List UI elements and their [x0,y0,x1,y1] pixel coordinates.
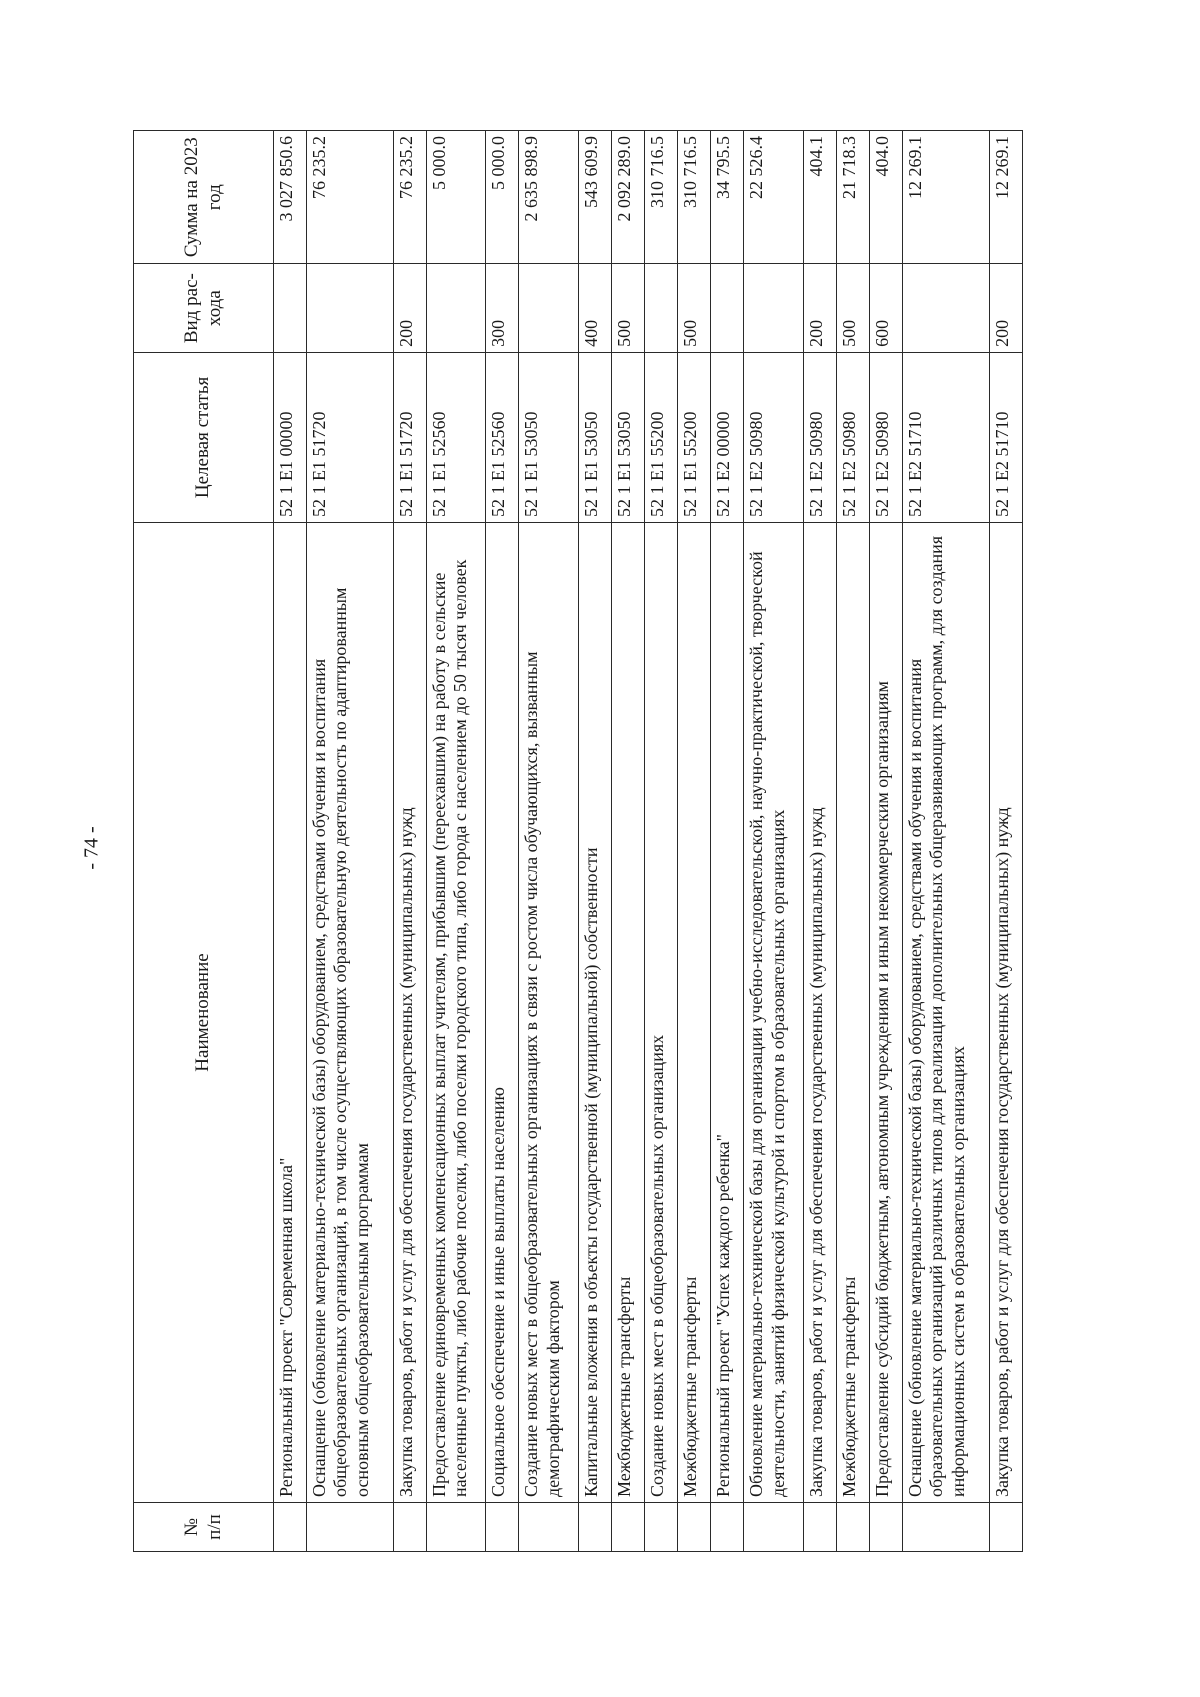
cell-name: Региональный проект "Успех каждого ребенка" [711,523,744,1503]
cell-kind: 400 [579,264,612,352]
cell-kind: 500 [678,264,711,352]
cell-kind [645,264,678,352]
cell-code: 52 1 E1 51720 [307,352,394,522]
cell-sum: 2 092 289.0 [612,131,645,264]
table-row [645,131,678,1552]
table-row [989,131,1022,1552]
cell-kind: 500 [837,264,870,352]
cell-name: Оснащение (обновление материально-технической базы) оборудованием, средствами обучения и воспитания общеобразовательных организаций, в том числе осуществляющих образовательную деятельность по адаптированным основным общеобразовательным программам [307,523,394,1503]
cell-sum: 76 235.2 [393,131,426,264]
table-row [870,131,903,1552]
cell-code: 52 1 E2 51710 [903,352,990,522]
cell-sum: 34 795.5 [711,131,744,264]
cell-code: 52 1 E1 53050 [612,352,645,522]
cell-num [645,1503,678,1552]
table-header [134,131,274,1552]
cell-num [519,1503,579,1552]
cell-num [989,1503,1022,1552]
rotated-table-area [133,130,1023,1552]
cell-name: Создание новых мест в общеобразовательных организациях в связи с ростом числа обучающихся, вызванным демографическим фактором [519,523,579,1503]
cell-kind [519,264,579,352]
cell-sum: 12 269.1 [903,131,990,264]
budget-table [133,130,1023,1552]
cell-code: 52 1 E1 51720 [393,352,426,522]
table-body [274,131,1023,1552]
cell-num [837,1503,870,1552]
table-row [519,131,579,1552]
cell-sum: 5 000.0 [426,131,486,264]
cell-num [486,1503,519,1552]
table-row [903,131,990,1552]
cell-code: 52 1 E1 52560 [486,352,519,522]
cell-name: Закупка товаров, работ и услуг для обеспечения государственных (муниципальных) нужд [393,523,426,1503]
cell-code: 52 1 E1 55200 [645,352,678,522]
cell-code: 52 1 E2 50980 [804,352,837,522]
table-row [307,131,394,1552]
cell-num [612,1503,645,1552]
table-row [744,131,804,1552]
cell-num [579,1503,612,1552]
header-name: Наименование [134,523,274,1503]
cell-code: 52 1 E2 50980 [744,352,804,522]
cell-name: Предоставление субсидий бюджетным, автономным учреждениям и иным некоммерческим организациям [870,523,903,1503]
table-row [612,131,645,1552]
cell-sum: 22 526.4 [744,131,804,264]
cell-num [274,1503,307,1552]
cell-name: Оснащение (обновление материально-технической базы) оборудованием, средствами обучения и воспитания образовательных организаций различных типов для реализации дополнительных общеразвивающих программ, для создания информационных систем в образовательных организациях [903,523,990,1503]
header-kind: Вид рас-хода [134,264,274,352]
cell-sum: 310 716.5 [678,131,711,264]
cell-kind: 600 [870,264,903,352]
cell-code: 52 1 E1 55200 [678,352,711,522]
cell-num [678,1503,711,1552]
cell-sum: 404.0 [870,131,903,264]
cell-sum: 310 716.5 [645,131,678,264]
table-row [274,131,307,1552]
page-number: - 74 - [80,826,103,870]
cell-sum: 3 027 850.6 [274,131,307,264]
cell-sum: 404.1 [804,131,837,264]
table-row [678,131,711,1552]
cell-num [711,1503,744,1552]
cell-name: Социальное обеспечение и иные выплаты населению [486,523,519,1503]
cell-name: Закупка товаров, работ и услуг для обеспечения государственных (муниципальных) нужд [804,523,837,1503]
cell-num [307,1503,394,1552]
cell-code: 52 1 E2 51710 [989,352,1022,522]
table-row [426,131,486,1552]
cell-code: 52 1 E2 50980 [837,352,870,522]
cell-sum: 5 000.0 [486,131,519,264]
cell-kind: 200 [989,264,1022,352]
cell-kind: 500 [612,264,645,352]
cell-sum: 12 269.1 [989,131,1022,264]
cell-name: Межбюджетные трансферты [612,523,645,1503]
table-row [837,131,870,1552]
cell-kind: 200 [804,264,837,352]
cell-name: Межбюджетные трансферты [678,523,711,1503]
table-row [486,131,519,1552]
cell-name: Региональный проект "Современная школа" [274,523,307,1503]
cell-num [744,1503,804,1552]
table-row [804,131,837,1552]
cell-kind [903,264,990,352]
cell-sum: 543 609.9 [579,131,612,264]
cell-num [870,1503,903,1552]
cell-kind [274,264,307,352]
cell-name: Межбюджетные трансферты [837,523,870,1503]
cell-num [804,1503,837,1552]
cell-name: Создание новых мест в общеобразовательных организациях [645,523,678,1503]
table-row [393,131,426,1552]
header-num: № п/п [134,1503,274,1552]
cell-sum: 76 235.2 [307,131,394,264]
table-row [711,131,744,1552]
cell-name: Капитальные вложения в объекты государственной (муниципальной) собственности [579,523,612,1503]
cell-code: 52 1 E2 50980 [870,352,903,522]
cell-code: 52 1 E1 53050 [579,352,612,522]
cell-kind [426,264,486,352]
cell-sum: 21 718.3 [837,131,870,264]
cell-num [903,1503,990,1552]
cell-kind: 200 [393,264,426,352]
cell-kind [711,264,744,352]
cell-kind [744,264,804,352]
cell-code: 52 1 E2 00000 [711,352,744,522]
cell-kind: 300 [486,264,519,352]
cell-name: Предоставление единовременных компенсационных выплат учителям, прибывшим (переехавшим) на работу в сельские населенные пункты, либо рабочие поселки, либо поселки городского типа, либо города с населением до 50 тысяч человек [426,523,486,1503]
cell-code: 52 1 E1 53050 [519,352,579,522]
header-row [134,131,274,1552]
cell-num [426,1503,486,1552]
cell-name: Обновление материально-технической базы для организации учебно-исследовательской, научно-практической, творческой деятельности, занятий физической культурой и спортом в образовательных организациях [744,523,804,1503]
cell-code: 52 1 E1 00000 [274,352,307,522]
header-sum: Сумма на 2023 год [134,131,274,264]
cell-name: Закупка товаров, работ и услуг для обеспечения государственных (муниципальных) нужд [989,523,1022,1503]
cell-kind [307,264,394,352]
cell-code: 52 1 E1 52560 [426,352,486,522]
cell-sum: 2 635 898.9 [519,131,579,264]
cell-num [393,1503,426,1552]
table-row [579,131,612,1552]
header-code: Целевая статья [134,352,274,522]
